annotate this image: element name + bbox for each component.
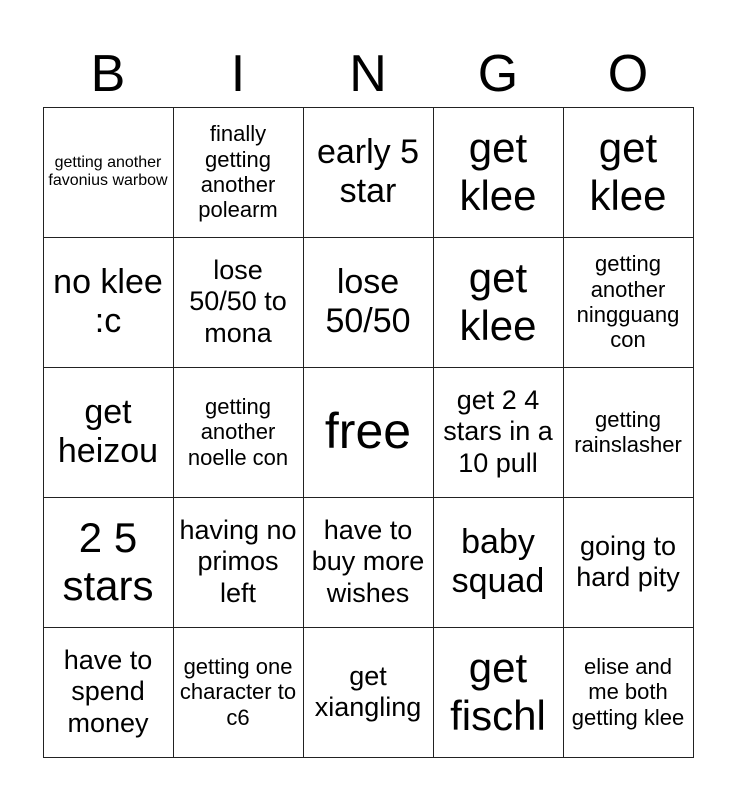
header-letter-o: O (607, 45, 649, 103)
bingo-cell-2-4[interactable]: get klee (433, 237, 564, 368)
bingo-cell-4-4[interactable]: baby squad (433, 497, 564, 628)
bingo-header (43, 42, 693, 106)
bingo-cell-3-2[interactable]: getting another noelle con (173, 367, 304, 498)
bingo-card (43, 107, 693, 757)
bingo-cell-5-4[interactable]: get fischl (433, 627, 564, 758)
header-letter-g: G (477, 45, 519, 103)
bingo-cell-1-5[interactable]: get klee (563, 107, 694, 238)
bingo-cell-5-1[interactable]: have to spend money (43, 627, 174, 758)
bingo-cell-1-4[interactable]: get klee (433, 107, 564, 238)
bingo-cell-3-5[interactable]: getting rainslasher (563, 367, 694, 498)
bingo-cell-5-5[interactable]: elise and me both getting klee (563, 627, 694, 758)
bingo-cell-5-3[interactable]: get xiangling (303, 627, 434, 758)
bingo-cell-1-3[interactable]: early 5 star (303, 107, 434, 238)
bingo-cell-4-1[interactable]: 2 5 stars (43, 497, 174, 628)
bingo-cell-2-5[interactable]: getting another ningguang con (563, 237, 694, 368)
bingo-cell-4-2[interactable]: having no primos left (173, 497, 304, 628)
bingo-cell-4-5[interactable]: going to hard pity (563, 497, 694, 628)
bingo-cell-4-3[interactable]: have to buy more wishes (303, 497, 434, 628)
bingo-cell-3-1[interactable]: get heizou (43, 367, 174, 498)
header-letter-i: I (230, 45, 246, 103)
bingo-cell-2-1[interactable]: no klee :c (43, 237, 174, 368)
bingo-cell-5-2[interactable]: getting one character to c6 (173, 627, 304, 758)
bingo-cell-3-4[interactable]: get 2 4 stars in a 10 pull (433, 367, 564, 498)
bingo-cell-1-1[interactable]: getting another favonius warbow (43, 107, 174, 238)
header-letter-b: B (90, 45, 126, 103)
bingo-cell-2-2[interactable]: lose 50/50 to mona (173, 237, 304, 368)
header-letter-n: N (349, 45, 387, 103)
bingo-cell-free[interactable]: free (303, 367, 434, 498)
bingo-cell-2-3[interactable]: lose 50/50 (303, 237, 434, 368)
bingo-cell-1-2[interactable]: finally getting another polearm (173, 107, 304, 238)
